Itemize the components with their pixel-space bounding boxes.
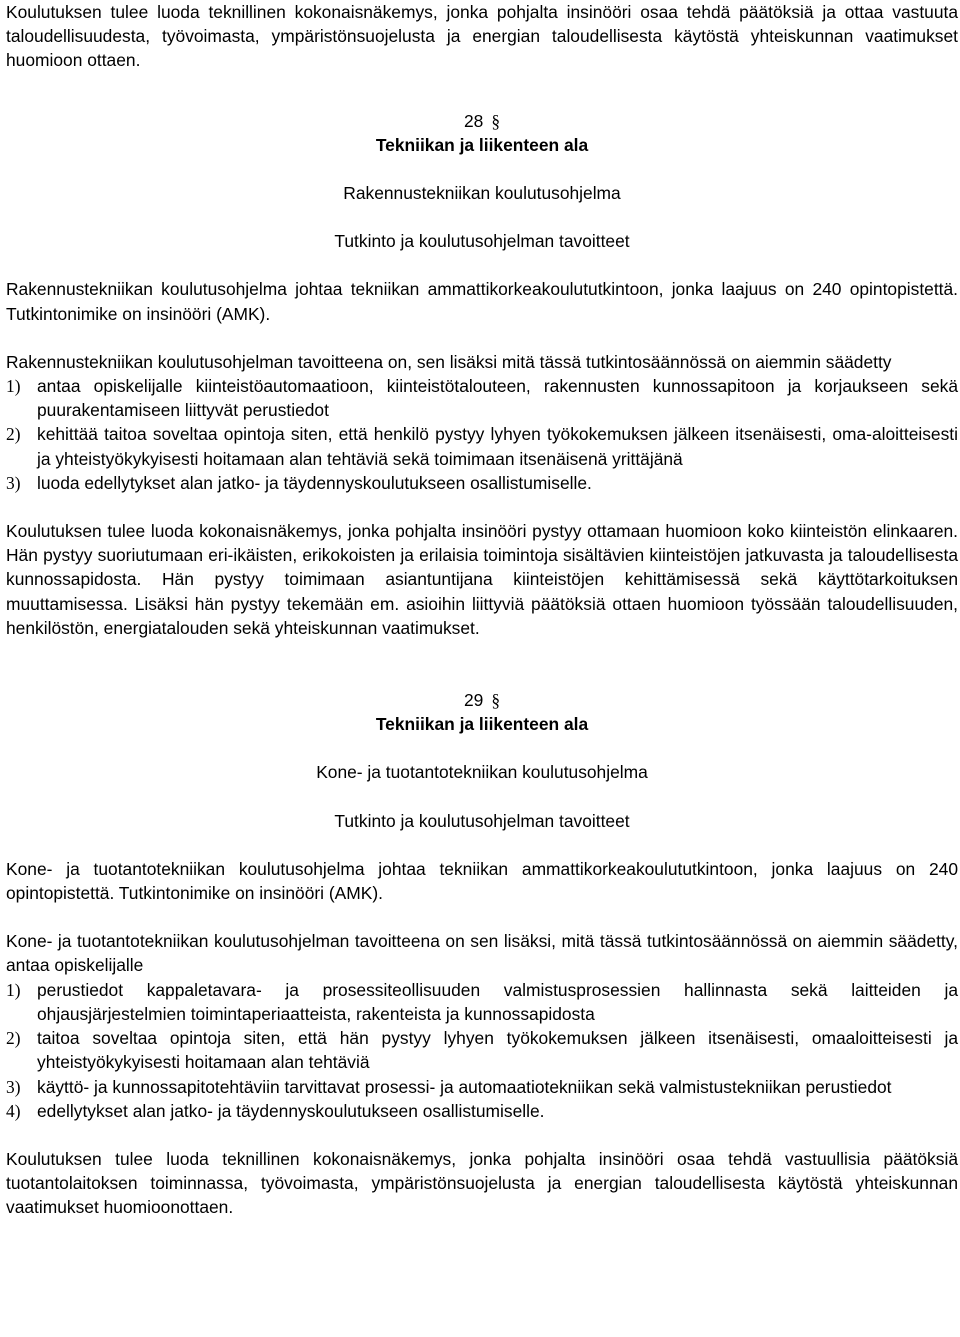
section-28 xyxy=(6,109,958,640)
list-item xyxy=(6,374,958,422)
goals-list xyxy=(6,978,958,1123)
programme-heading: Rakennustekniikan koulutusohjelma xyxy=(343,183,621,204)
list-item-text: antaa opiskelijalle kiinteistöautomaatioon, kiinteistötalouteen, rakennusten kunnossapitoon ja korjaukseen sekä puurakentamiseen liittyvät perustiedot xyxy=(37,376,958,421)
list-item xyxy=(6,422,958,470)
list-item-number: 1) xyxy=(6,979,21,1000)
field-heading: Tekniikan ja liikenteen ala xyxy=(375,714,589,735)
goals-intro: Kone- ja tuotantotekniikan koulutusohjelman tavoitteena on sen lisäksi, mitä tässä tutkintosäännössä on aiemmin säädetty, antaa opiskelijalle xyxy=(6,931,958,976)
list-item-text: taitoa soveltaa opintoja siten, että hän pystyy lyhyen työkokemuksen jälkeen itsenäisesti, omaaloitteisesti ja yhteistyökykyisesti hoitamaan alan tehtäviä xyxy=(37,1028,958,1073)
section-number: 29 xyxy=(463,690,484,711)
section-29 xyxy=(6,688,958,1219)
programme-heading: Kone- ja tuotantotekniikan koulutusohjelma xyxy=(316,762,648,783)
section-number-heading xyxy=(6,109,958,133)
list-item-text: käyttö- ja kunnossapitotehtäviin tarvittavat prosessi- ja automaatiotekniikan sekä valmistustekniikan perustiedot xyxy=(37,1076,892,1097)
closing-paragraph: Koulutuksen tulee luoda teknillinen kokonaisnäkemys, jonka pohjalta insinööri osaa tehdä vastuullisia päätöksiä tuotantolaitoksen toiminnassa, työvoimasta, ympäristönsuojelusta ja energian taloudellisesta käytöstä yhteiskunnan vaatimukset huomioonottaen. xyxy=(6,1148,958,1218)
list-item-number: 4) xyxy=(6,1100,21,1121)
list-item-number: 2) xyxy=(6,1028,21,1049)
list-item xyxy=(6,1026,958,1074)
degree-text: Kone- ja tuotantotekniikan koulutusohjelma johtaa tekniikan ammattikorkeakoulututkintoon, jonka laajuus on 240 opintopistettä. Tutkintonimike on insinööri (AMK). xyxy=(6,858,958,904)
list-item xyxy=(6,471,958,495)
list-item xyxy=(6,1075,958,1099)
goals-list xyxy=(6,374,958,495)
section-number: 28 xyxy=(463,110,484,131)
field-heading: Tekniikan ja liikenteen ala xyxy=(375,134,589,155)
list-item-number: 3) xyxy=(6,472,21,493)
list-item-text: edellytykset alan jatko- ja täydennyskoulutukseen osallistumiselle. xyxy=(37,1100,545,1121)
section-sign: § xyxy=(491,690,501,711)
section-sign: § xyxy=(491,110,501,131)
list-item-number: 3) xyxy=(6,1076,21,1097)
section-number-heading xyxy=(6,688,958,712)
document-page xyxy=(6,0,958,1220)
list-item xyxy=(6,978,958,1026)
list-item-text: luoda edellytykset alan jatko- ja täydennyskoulutukseen osallistumiselle. xyxy=(37,472,592,493)
subheading: Tutkinto ja koulutusohjelman tavoitteet xyxy=(334,810,630,831)
subheading: Tutkinto ja koulutusohjelman tavoitteet xyxy=(334,231,630,252)
list-item-number: 1) xyxy=(6,376,21,397)
goals-intro: Rakennustekniikan koulutusohjelman tavoitteena on, sen lisäksi mitä tässä tutkintosäännössä on aiemmin säädetty xyxy=(6,351,892,372)
intro-paragraph: Koulutuksen tulee luoda teknillinen kokonaisnäkemys, jonka pohjalta insinööri osaa tehdä päätöksiä ja ottaa vastuuta taloudellisuudesta, työvoimasta, ympäristönsuojelusta ja energian taloudellisesta käytöstä yhteiskunnan vaatimukset huomioon ottaen. xyxy=(6,2,958,71)
closing-paragraph: Koulutuksen tulee luoda kokonaisnäkemys, jonka pohjalta insinööri pystyy ottamaan huomioon koko kiinteistön elinkaaren. Hän pystyy suoriutumaan eri-ikäisten, erikokoisten ja erilaisia toimintoja sisältävien kiinteistöjen jatkuvasta ja taloudellisesta kunnossapidosta. Hän pystyy toimimaan asiantuntijana kiinteistöjen kehittämisessä sekä käyttötarkoituksen muuttamisessa. Lisäksi hän pystyy tekemään em. asioihin liittyviä päätöksiä ottaen huomioon työssään taloudellisuuden, henkilöstön, energiatalouden sekä yhteiskunnan vaatimukset. xyxy=(6,521,958,638)
list-item xyxy=(6,1099,958,1123)
degree-text: Rakennustekniikan koulutusohjelma johtaa tekniikan ammattikorkeakoulututkintoon, jonka laajuus on 240 opintopistettä. Tutkintonimike on insinööri (AMK). xyxy=(6,279,958,324)
list-item-number: 2) xyxy=(6,424,21,445)
list-item-text: kehittää taitoa soveltaa opintoja siten, että henkilö pystyy lyhyen työkokemuksen jälkeen itsenäisesti, oma-aloitteisesti ja yhteistyökykyisesti hoitamaan alan tehtäviä sekä toimimaan itsenäisenä yrittäjänä xyxy=(37,424,958,469)
list-item-text: perustiedot kappaletavara- ja prosessiteollisuuden valmistusprosessien hallinnasta sekä laitteiden ja ohjausjärjestelmien toimintaperiaatteista, rakenteista ja kunnossapidosta xyxy=(37,979,958,1024)
